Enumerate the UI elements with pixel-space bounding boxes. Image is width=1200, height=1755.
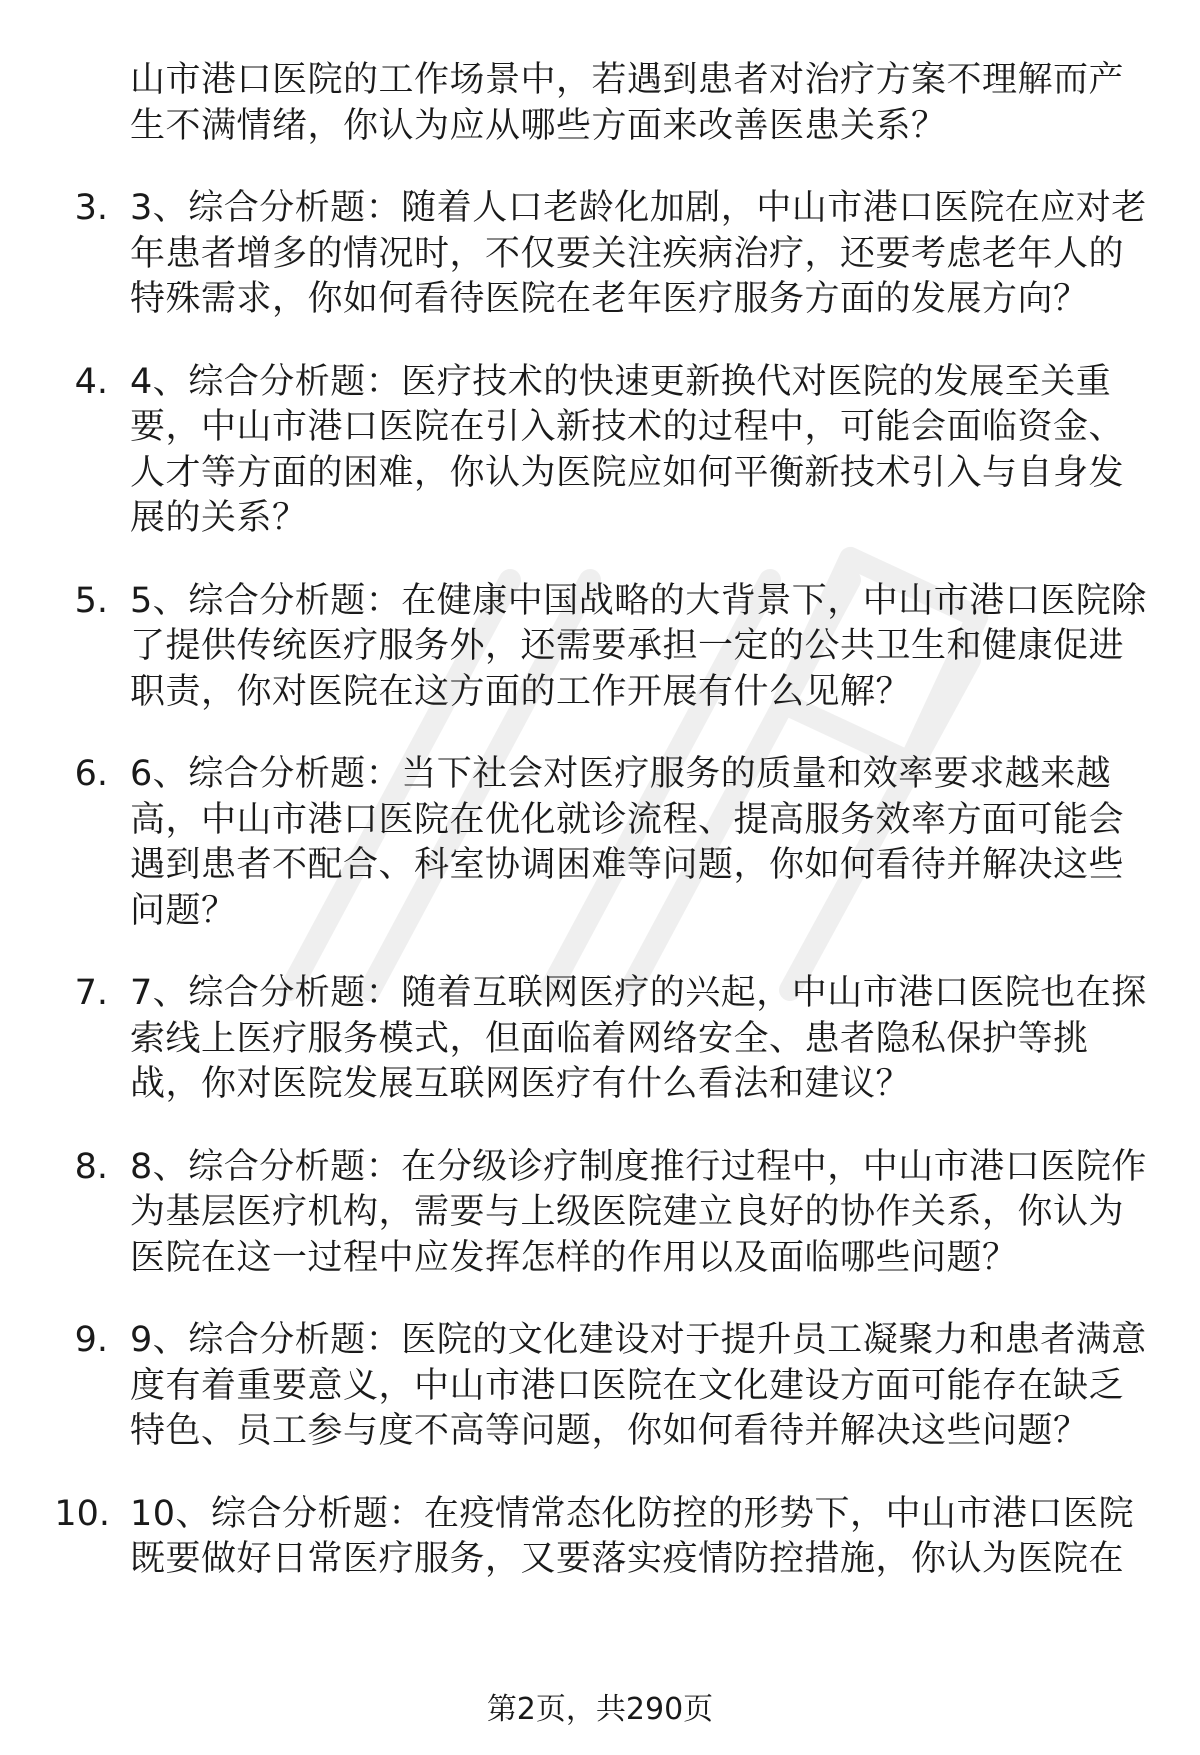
list-item-line: 问题？: [130, 890, 237, 931]
list-item-line: 索线上医疗服务模式，但面临着网络安全、患者隐私保护等挑: [130, 1018, 1089, 1059]
list-item-line: 8、综合分析题：在分级诊疗制度推行过程中，中山市港口医院作: [130, 1146, 1147, 1187]
page-footer: [0, 1690, 1200, 1730]
list-item-line: 度有着重要意义，中山市港口医院在文化建设方面可能存在缺乏: [130, 1365, 1125, 1406]
list-item-number: 6.: [74, 754, 108, 794]
list-item-line: 了提供传统医疗服务外，还需要承担一定的公共卫生和健康促进: [130, 626, 1125, 666]
list-item-line: 3、综合分析题：随着人口老龄化加剧，中山市港口医院在应对老: [130, 188, 1147, 228]
list-item-line: 特色、员工参与度不高等问题，你如何看待并解决这些问题？: [130, 1411, 1089, 1451]
list-item-line: 7、综合分析题：随着互联网医疗的兴起，中山市港口医院也在探: [130, 973, 1147, 1013]
list-item-line: 特殊需求，你如何看待医院在老年医疗服务方面的发展方向？: [130, 279, 1089, 319]
list-item-line: 医院在这一过程中应发挥怎样的作用以及面临哪些问题？: [130, 1237, 1018, 1278]
list-item-line: 年患者增多的情况时，不仅要关注疾病治疗，还要考虑老年人的: [130, 233, 1125, 274]
list-item-number: 7.: [74, 973, 108, 1013]
list-item-line: 为基层医疗机构，需要与上级医院建立良好的协作关系，你认为: [130, 1192, 1125, 1232]
list-item-line: 人才等方面的困难，你认为医院应如何平衡新技术引入与自身发: [130, 452, 1125, 493]
list-item-line: 展的关系？: [130, 498, 308, 538]
list-item-line: 战，你对医院发展互联网医疗有什么看法和建议？: [130, 1064, 912, 1104]
list-item-number: 4.: [74, 361, 108, 402]
list-item-number: 5.: [74, 580, 108, 621]
list-item-line: 既要做好日常医疗服务，又要落实疫情防控措施，你认为医院在: [130, 1539, 1125, 1579]
continuation-line: 生不满情绪，你认为应从哪些方面来改善医患关系？: [130, 105, 947, 146]
list-item-number: 3.: [74, 188, 108, 228]
list-item-line: 遇到患者不配合、科室协调困难等问题，你如何看待并解决这些: [130, 845, 1125, 885]
list-item-line: 要，中山市港口医院在引入新技术的过程中，可能会面临资金、: [130, 407, 1125, 447]
list-item-line: 4、综合分析题：医疗技术的快速更新换代对医院的发展至关重: [130, 361, 1112, 402]
list-item-number: 8.: [74, 1146, 108, 1187]
list-item-line: 6、综合分析题：当下社会对医疗服务的质量和效率要求越来越: [130, 754, 1112, 794]
continuation-line: 山市港口医院的工作场景中，若遇到患者对治疗方案不理解而产: [130, 60, 1125, 100]
list-item-line: 职责，你对医院在这方面的工作开展有什么见解？: [130, 671, 912, 712]
list-item-line: 5、综合分析题：在健康中国战略的大背景下，中山市港口医院除: [130, 580, 1147, 621]
list-item-number: 10.: [54, 1493, 110, 1534]
list-item-line: 9、综合分析题：医院的文化建设对于提升员工凝聚力和患者满意: [130, 1320, 1147, 1360]
list-item-line: 高，中山市港口医院在优化就诊流程、提高服务效率方面可能会: [130, 799, 1125, 840]
list-item-line: 10、综合分析题：在疫情常态化防控的形势下，中山市港口医院: [130, 1493, 1135, 1534]
page-number-label: 第2页，共290页: [486, 1692, 714, 1727]
list-item-number: 9.: [74, 1320, 108, 1360]
